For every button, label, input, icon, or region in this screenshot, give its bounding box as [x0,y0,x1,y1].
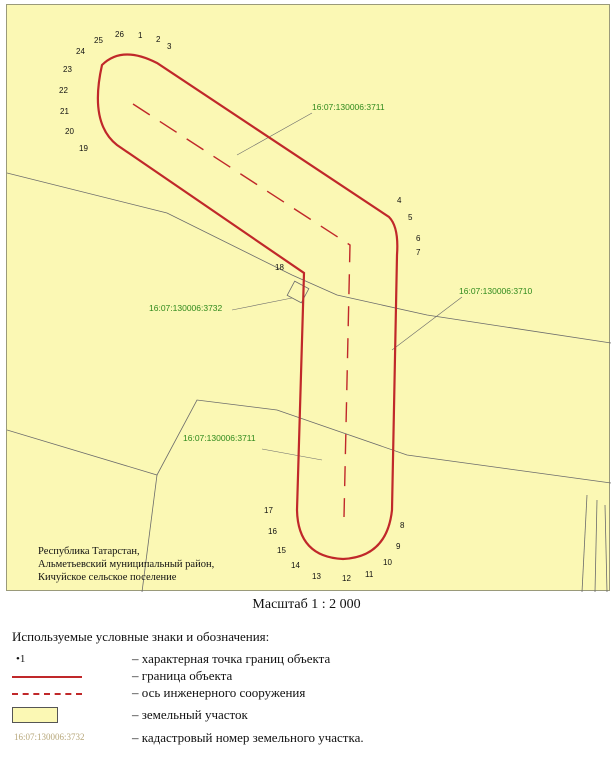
cadastral-symbol-slot [12,730,112,747]
axis-symbol-slot [12,685,112,702]
point-label: 12 [342,574,351,583]
leader-line [237,113,312,155]
cadastral-sample: 16:07:130006:3732 [14,732,85,742]
point-label: 1 [138,31,143,40]
point-label: 14 [291,561,300,570]
legend-row-axis [12,685,602,702]
leader-line [392,297,462,350]
point-label: 5 [408,213,413,222]
cadastral-labels [149,102,533,443]
boundary-symbol-slot [12,668,112,685]
point-label: 21 [60,107,69,116]
point-label: 15 [277,546,286,555]
point-label: 19 [79,144,88,153]
parcel-line [595,500,597,592]
parcel-line [7,173,611,343]
legend-desc: – кадастровый номер земельного участка. [132,730,364,745]
region-line: Республика Татарстан, [38,546,140,557]
region-line: Альметьевский муниципальный район, [38,559,215,570]
cadastral-number: 16:07:130006:3710 [459,286,533,296]
parcel-boundaries [7,173,611,592]
legend-desc: – граница объекта [132,668,233,683]
point-label: 11 [365,570,374,579]
parcel-line [582,495,587,592]
legend-row-boundary [12,668,602,685]
parcel-marker [287,281,309,303]
cadastral-number: 16:07:130006:3732 [149,303,223,313]
map-area [6,4,610,591]
point-labels [59,30,421,583]
map-drawing [7,5,611,592]
map-scale: Масштаб 1 : 2 000 [252,597,361,612]
point-symbol: •1 [16,653,26,665]
region-line: Кичуйское сельское поселение [38,572,177,583]
point-label: 13 [312,572,321,581]
point-label: 24 [76,47,85,56]
point-label: 18 [275,263,284,272]
point-label: 4 [397,196,402,205]
point-label: 6 [416,234,421,243]
cadastral-number: 16:07:130006:3711 [183,433,256,443]
leader-line [262,449,322,460]
point-label: 2 [156,35,161,44]
point-label: 20 [65,127,74,136]
leader-line [232,298,292,310]
parcel-box-symbol [12,707,58,723]
cadastral-number: 16:07:130006:3711 [312,102,385,112]
parcel-symbol-slot [12,707,112,724]
legend-desc: – характерная точка границ объекта [132,651,331,666]
point-label: 10 [383,558,392,567]
point-label: 9 [396,542,401,551]
point-label: 8 [400,521,405,530]
point-label: 3 [167,42,172,51]
parcel-line [605,505,607,592]
legend-row-parcel [12,707,602,724]
point-label: 7 [416,248,421,257]
point-label: 17 [264,506,273,515]
legend-desc: – земельный участок [132,707,248,722]
boundary-line-symbol [12,676,82,678]
point-label: 26 [115,30,124,39]
parcel-line [7,400,611,483]
legend-title: Используемые условные знаки и обозначения: [12,629,270,644]
point-label: 22 [59,86,68,95]
point-label: 16 [268,527,277,536]
axis-dash-symbol [12,693,82,695]
legend-desc: – ось инженерного сооружения [132,685,306,700]
point-label: 23 [63,65,72,74]
legend-row-point [12,651,602,668]
legend-row-cadastral [12,730,602,747]
point-label: 25 [94,36,103,45]
region-note [38,545,214,584]
